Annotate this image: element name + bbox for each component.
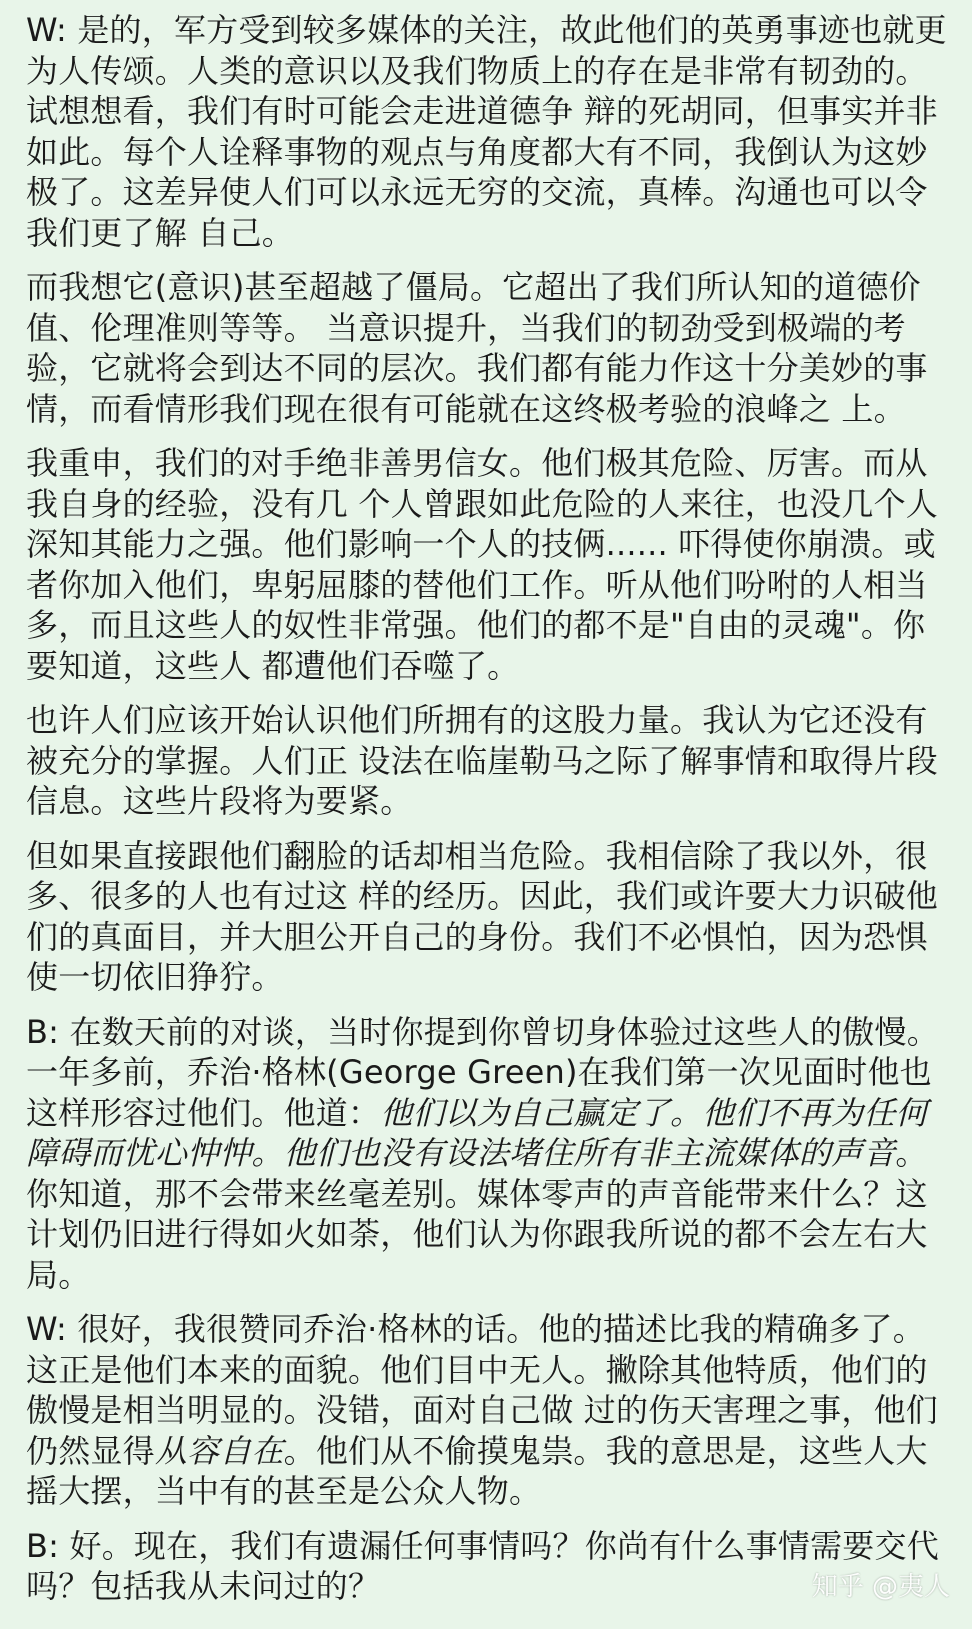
paragraph-7-text-end: 。他们从不偷摸鬼祟。我的意思是，这些人大摇大摆，当中有的甚至是公众人物。 bbox=[26, 1431, 928, 1510]
zhihu-watermark: 知乎 @夷人 bbox=[811, 1572, 950, 1602]
paragraph-1-text: W: 是的，军方受到较多媒体的关注，故此他们的英勇事迹也就更为人传颂。人类的意识以及我们物质上的存在是非常有韧劲的。试想想看，我们有时可能会走进道德争 辩的死胡同，但事实并非如此。每个人诠释事物的观点与角度都大有不同，我倒认为这妙极了。这差异使人们可以永远无穷的交流，真棒。沟通也可以令我们更了解 自己。 bbox=[26, 11, 947, 252]
article-body bbox=[26, 10, 956, 1621]
paragraph-7-text: W: 很好，我很赞同乔治·格林的话。他的描述比我的精确多了。这正是他们本来的面貌。他们目中无人。撇除其他特质，他们的傲慢是相当明显的。没错，面对自己做 过的伤天害理之事，他们仍然显得 bbox=[26, 1310, 938, 1470]
paragraph-2-text: 而我想它(意识)甚至超越了僵局。它超出了我们所认知的道德价值、伦理准则等等。 当意识提升，当我们的韧劲受到极端的考验，它就将会到达不同的层次。我们都有能力作这十分美妙的事情，而看情形我们现在很有可能就在这终极考验的浪峰之 上。 bbox=[26, 268, 928, 428]
paragraph-8-text: B: 好。现在，我们有遗漏任何事情吗？你尚有什么事情需要交代吗？包括我从未问过的？ bbox=[26, 1526, 939, 1605]
paragraph-5 bbox=[26, 836, 956, 998]
paragraph-3-text: 我重申，我们的对手绝非善男信女。他们极其危险、厉害。而从我自身的经验，没有几 个人曾跟如此危险的人来往，也没几个人深知其能力之强。他们影响一个人的技俩...... 吓得使你崩溃。或者你加入他们，卑躬屈膝的替他们工作。听从他们吩咐的人相当多，而且这些人的奴性非常强。他们的都不是"自由的灵魂"。你要知道，这些人 都遭他们吞噬了。 bbox=[26, 444, 938, 685]
paragraph-7 bbox=[26, 1309, 956, 1512]
paragraph-5-text: 但如果直接跟他们翻脸的话却相当危险。我相信除了我以外，很多、很多的人也有过这 样的经历。因此，我们或许要大力识破他们的真面目，并大胆公开自己的身份。我们不必惧怕，因为恐惧使一切依旧狰狞。 bbox=[26, 836, 938, 996]
paragraph-3 bbox=[26, 443, 956, 686]
paragraph-6-text-end: 。你知道，那不会带来丝毫差别。媒体零声的声音能带来什么？这计划仍旧进行得如火如荼，他们认为你跟我所说的都不会左右大局。 bbox=[26, 1134, 928, 1294]
paragraph-6-quote: 他们以为自己赢定了。他们不再为任何障碍而忧心忡忡。他们也没有设法堵住所有非主流媒体的声音 bbox=[26, 1093, 928, 1172]
paragraph-7-emphasis: 从容自在 bbox=[154, 1431, 284, 1470]
paragraph-4 bbox=[26, 700, 956, 822]
paragraph-6 bbox=[26, 1012, 956, 1296]
paragraph-2 bbox=[26, 267, 956, 429]
paragraph-1 bbox=[26, 10, 956, 253]
paragraph-6-text: B: 在数天前的对谈，当时你提到你曾切身体验过这些人的傲慢。一年多前，乔治·格林(George Green)在我们第一次见面时他也这样形容过他们。他道： bbox=[26, 1012, 939, 1132]
paragraph-4-text: 也许人们应该开始认识他们所拥有的这股力量。我认为它还没有被充分的掌握。人们正 设法在临崖勒马之际了解事情和取得片段信息。这些片段将为要紧。 bbox=[26, 701, 938, 820]
